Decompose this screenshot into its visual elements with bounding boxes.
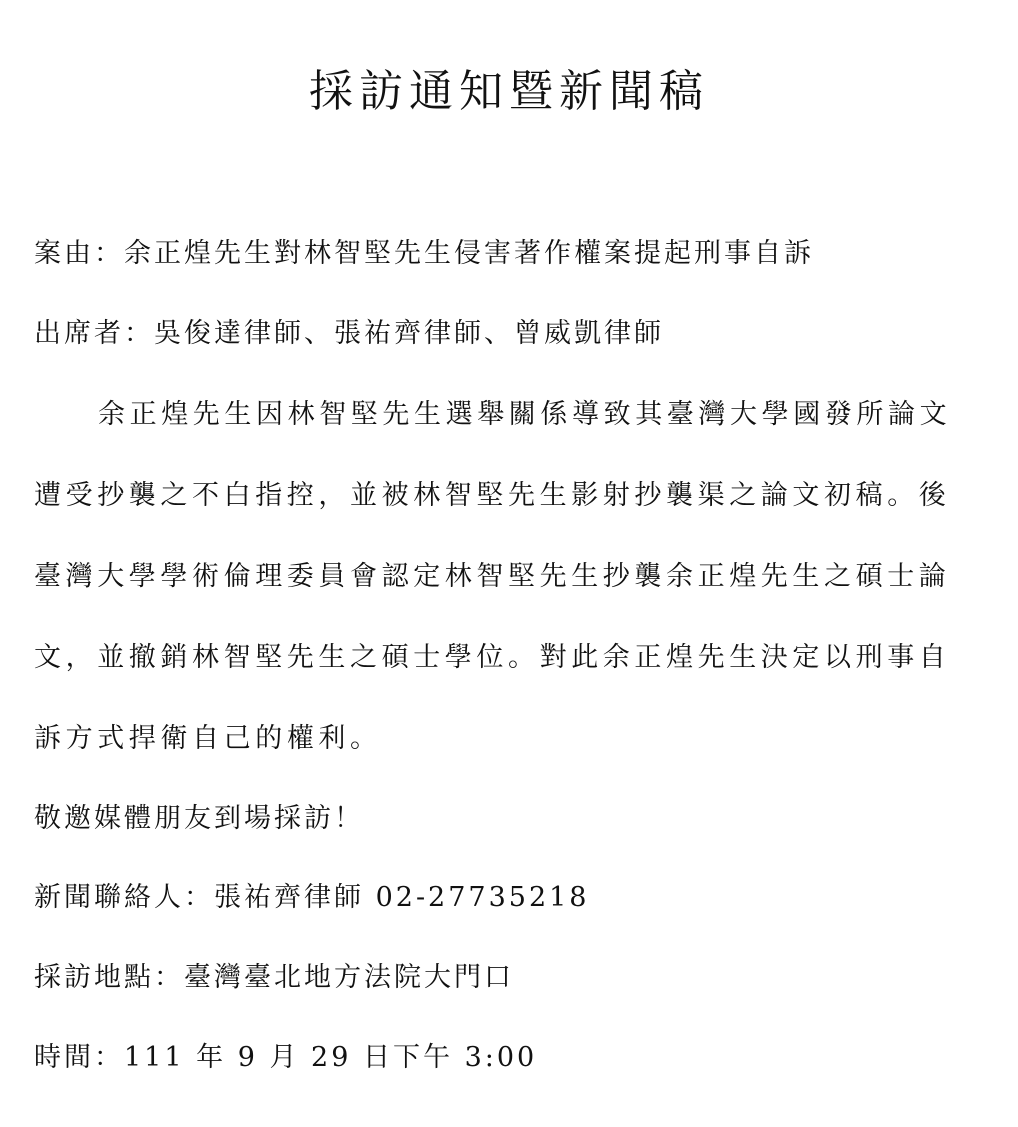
body-line: 文，並撤銷林智堅先生之碩士學位。對此余正煌先生決定以刑事自 xyxy=(34,642,951,673)
case-line: 案由：余正煌先生對林智堅先生侵害著作權案提起刑事自訴 xyxy=(34,238,814,269)
document-title: 採訪通知暨新聞稿 xyxy=(309,66,709,117)
contact-line: 新聞聯絡人：張祐齊律師 02-27735218 xyxy=(34,882,590,913)
body-line: 余正煌先生因林智堅先生選舉關係導致其臺灣大學國發所論文 xyxy=(98,399,952,430)
attendees-line: 出席者：吳俊達律師、張祐齊律師、曾威凱律師 xyxy=(34,318,664,349)
invitation-line: 敬邀媒體朋友到場採訪！ xyxy=(34,803,364,834)
time-line: 時間：111 年 9 月 29 日下午 3:00 xyxy=(34,1042,538,1073)
body-line: 訴方式捍衛自己的權利。 xyxy=(34,723,382,754)
body-line: 遭受抄襲之不白指控，並被林智堅先生影射抄襲渠之論文初稿。後 xyxy=(34,480,951,511)
location-line: 採訪地點：臺灣臺北地方法院大門口 xyxy=(34,962,514,993)
body-line: 臺灣大學學術倫理委員會認定林智堅先生抄襲余正煌先生之碩士論 xyxy=(34,561,951,592)
